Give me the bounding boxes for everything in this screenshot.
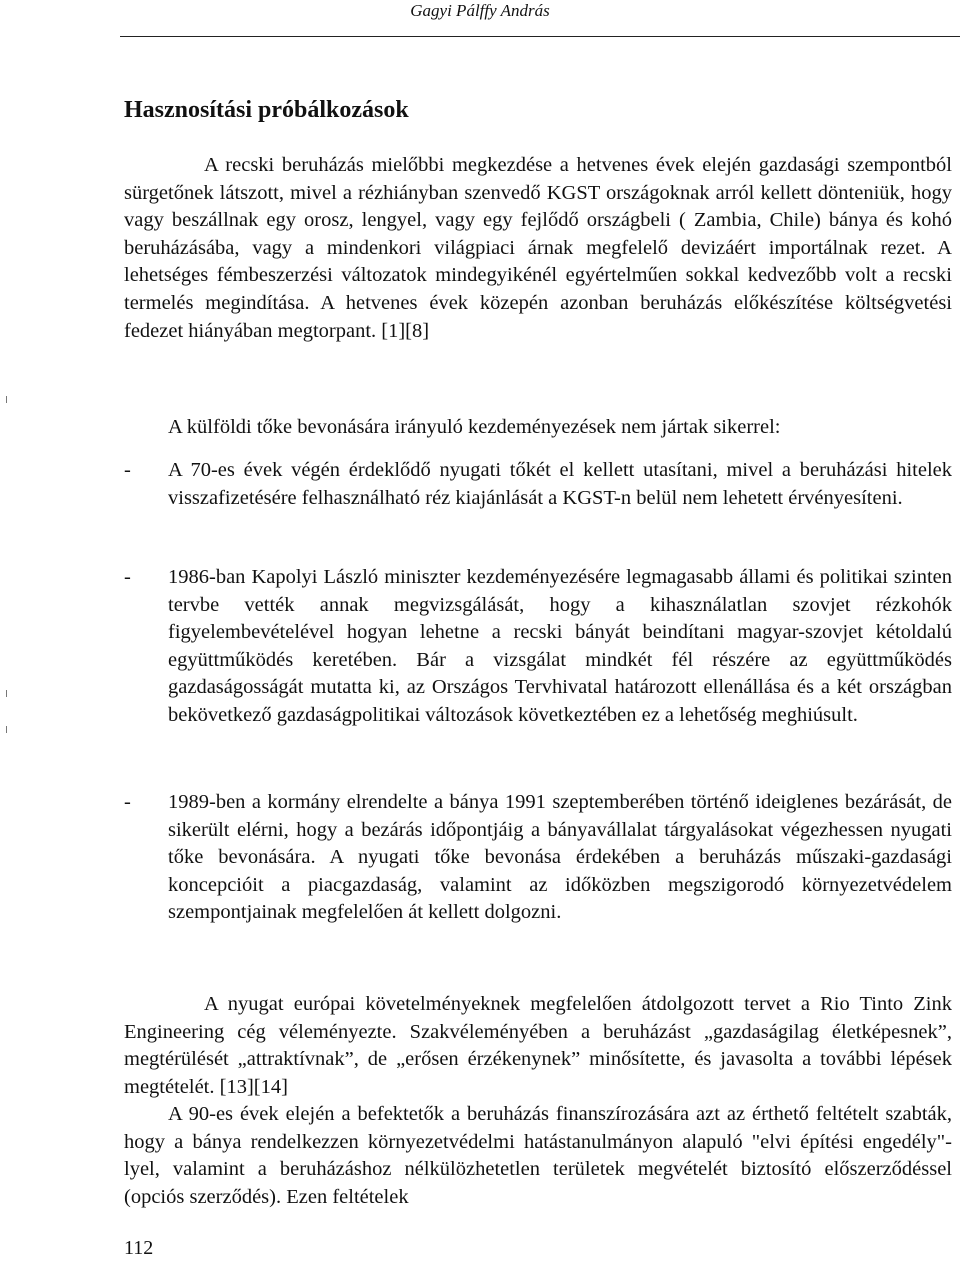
list-item <box>124 457 952 512</box>
list-item-text: A 70-es évek végén érdeklődő nyugati tőkét el kellett utasítani, mivel a beruházási hitelek visszafizetésére felhasználható réz kiajánlását a KGST-n belül nem lehetett érvényesíteni. <box>168 459 952 509</box>
list-dash: - <box>124 791 131 813</box>
scan-artifact-mark <box>6 690 7 697</box>
paragraph-rio-tinto: A nyugat európai követelményeknek megfelelően átdolgozott tervet a Rio Tinto Zink Engineering cég véleményezte. Szakvéleményében a beruházást „gazdaságilag életképesnek”, megtérülését „attraktívnak”, de „erősen érzékenynek” minősítette, és javasolta a további lépések megtételét. [13][14] <box>124 993 952 1098</box>
section-title: Hasznosítási próbálkozások <box>124 97 409 123</box>
paragraph-intro: A recski beruházás mielőbbi megkezdése a hetvenes évek elején gazdasági szempontból sürgetőnek látszott, mivel a rézhiányban szenvedő KGST országoknak arról kellett dönteniük, hogy vagy beszállnak egy orosz, lengyel, vagy egy fejlődő országbeli ( Zambia, Chile) bánya és kohó beruházásába, vagy a mindenkori világpiaci árnak megfelelő devizáért importálnak rezet. A lehetséges fémbeszerzési változatok mindegyikénél egyértelműen sokkal kedvezőbb volt a recski termelés megindítása. A hetvenes évek közepén azonban beruházás előkészítése költségvetési fedezet hiányában megtorpant. [1][8] <box>124 154 952 342</box>
list-dash: - <box>124 566 131 588</box>
list-item <box>124 564 952 730</box>
paragraph-nineties: A 90-es évek elején a befektetők a beruházás finanszírozására azt az érthető feltételt szabták, hogy a bánya rendelkezzen környezetvédelmi hatástanulmányon alapuló "elvi építési engedély"- lyel, valamint a beruházáshoz nélkülözhetetlen területek megvételét biztosító előszerződéssel (opciós szerződés). Ezen feltételek <box>124 1103 952 1208</box>
scan-artifact-mark <box>6 396 7 403</box>
header-rule <box>120 36 960 37</box>
list-item-text: 1986-ban Kapolyi László miniszter kezdeményezésére legmagasabb állami és politikai szinten tervbe vették annak megvizsgálását, hogy a kihasználatlan szovjet rézkohók figyelembevételével hogyan lehetne a recski bányát beindítani magyar-szovjet kétoldalú együttműködés keretében. Bár a vizsgálat mindkét fél részére az együttműködés gazdaságosságát mutatta ki, az Országos Tervhivatal határozott ellenállása és a két országban bekövetkező gazdaságpolitikai változások következtében ez a lehetőség meghiúsult. <box>168 566 952 726</box>
page-number: 112 <box>124 1237 154 1259</box>
list-dash: - <box>124 459 131 481</box>
list-item <box>124 789 952 927</box>
list-item-text: 1989-ben a kormány elrendelte a bánya 1991 szeptemberében történő ideiglenes bezárását, de sikerült elérni, hogy a bezárás időpontjáig a bányavállalat tárgyalásokat végezhessen nyugati tőke bevonására. A nyugati tőke bevonása érdekében a beruházás műszaki-gazdasági koncepcióit a piacgazdaság, valamint az időközben megszigorodó környezetvédelem szempontjainak megfelelően át kellett dolgozni. <box>168 791 952 924</box>
paragraph-foreign-capital: A külföldi tőke bevonására irányuló kezdeményezések nem jártak sikerrel: <box>168 416 781 438</box>
running-header-author: Gagyi Pálffy András <box>410 1 550 20</box>
scan-artifact-mark <box>6 726 7 733</box>
